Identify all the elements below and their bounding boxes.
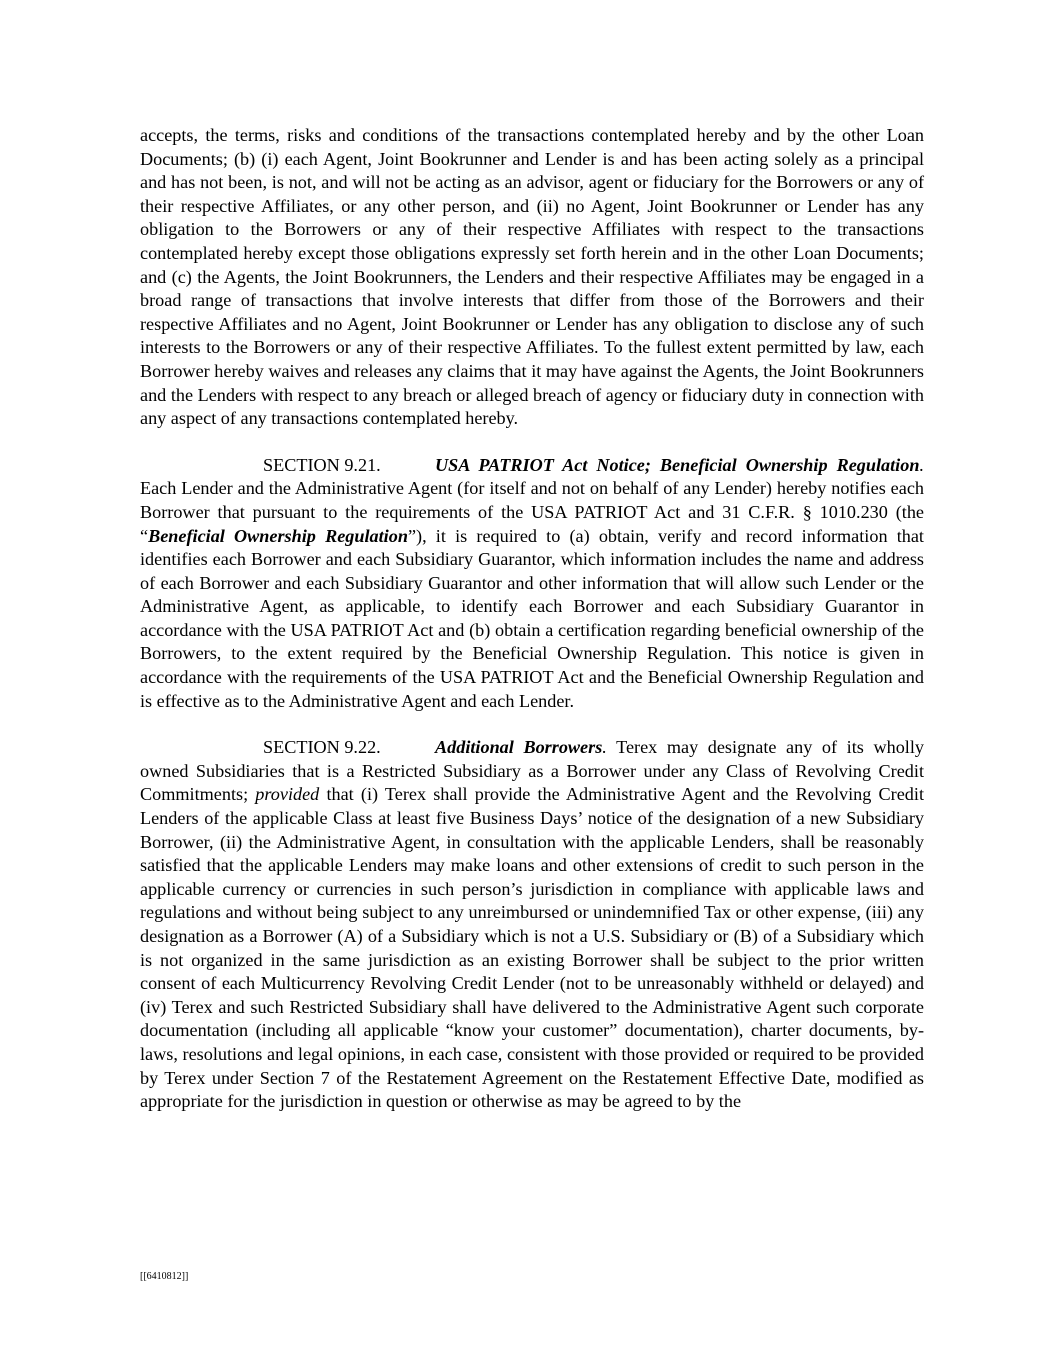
proviso-term: provided xyxy=(255,784,320,805)
section-title: Additional Borrowers xyxy=(435,737,603,758)
paragraph-continuation xyxy=(140,124,924,431)
section-text: that (i) Terex shall provide the Administrative Agent and the Revolving Credit Lenders of the applicable Class at least five Business Days’ notice of the designation of a new Subsidiary Borrower, (ii) the Administrative Agent, in consultation with the applicable Lenders, shall be reasonably satisfied that the applicable Lenders may make loans and other extensions of credit to such person in the applicable currency or currencies in such person’s jurisdiction in compliance with applicable laws and regulations and without being subject to any unreimbursed or unindemnified Tax or other expense, (iii) any designation as a Borrower (A) of a Subsidiary which is not a U.S. Subsidiary or (B) of a Subsidiary which is not organized in the same jurisdiction as an existing Borrower shall be subject to the prior written consent of each Multicurrency Revolving Credit Lender (not to be unreasonably withheld or delayed) and (iv) Terex and such Restricted Subsidiary shall have delivered to the Administrative Agent such corporate documentation (including all applicable “know your customer” documentation), charter documents, by-laws, resolutions and legal opinions, in each case, consistent with those provided or required to be provided by Terex under Section 7 of the Restatement Agreement on the Restatement Effective Date, modified as appropriate for the jurisdiction in question or otherwise as may be agreed to by the xyxy=(140,784,924,1112)
document-id-footer: [[6410812]] xyxy=(140,1271,189,1282)
section-title: USA PATRIOT Act Notice; Beneficial Ownership Regulation xyxy=(435,454,920,475)
section-number: SECTION 9.21. xyxy=(263,454,381,475)
section-text: Terex may designate any of its wholly owned Subsidiaries that is a Restricted Subsidiary as a Borrower under any Class of Revolving Credit Commitments; xyxy=(140,737,924,805)
defined-term: Beneficial Ownership Regulation xyxy=(148,525,408,546)
section-9-22 xyxy=(140,736,924,1114)
section-text: ”), it is required to (a) obtain, verify and record information that identifies each Borrower and each Subsidiary Guarantor, which information includes the name and address of each Borrower and each Subsidiary Guarantor and other information that will allow such Lender or the Administrative Agent, as applicable, to identify each Borrower and each Subsidiary Guarantor in accordance with the USA PATRIOT Act and (b) obtain a certification regarding beneficial ownership of the Borrowers, to the extent required by the Beneficial Ownership Regulation. This notice is given in accordance with the requirements of the USA PATRIOT Act and the Beneficial Ownership Regulation and is effective as to the Administrative Agent and each Lender. xyxy=(140,525,924,711)
section-9-21 xyxy=(140,454,924,714)
section-title-period: . xyxy=(602,737,607,758)
paragraph-text: accepts, the terms, risks and conditions of the transactions contemplated hereby and by the other Loan Documents; (b) (i) each Agent, Joint Bookrunner and Lender is and has been acting solely as a principal and has not been, is not, and will not be acting as an advisor, agent or fiduciary for the Borrowers or any of their respective Affiliates, or any other person, and (ii) no Agent, Joint Bookrunner or Lender has any obligation to the Borrowers or any of their respective Affiliates with respect to the transactions contemplated hereby except those obligations expressly set forth herein and in the other Loan Documents; and (c) the Agents, the Joint Bookrunners, the Lenders and their respective Affiliates may be engaged in a broad range of transactions that involve interests that differ from those of the Borrowers and their respective Affiliates and no Agent, Joint Bookrunner or Lender has any obligation to disclose any of such interests to the Borrowers or any of their respective Affiliates. To the fullest extent permitted by law, each Borrower hereby waives and releases any claims that it may have against the Agents, the Joint Bookrunners and the Lenders with respect to any breach or alleged breach of agency or fiduciary duty in connection with any aspect of any transactions contemplated hereby. xyxy=(140,125,924,429)
document-page xyxy=(140,124,924,1114)
section-text: Each Lender and the Administrative Agent (for itself and not on behalf of any Lender) hereby notifies each Borrower that pursuant to the requirements of the USA PATRIOT Act and 31 C.F.R. § 1010.230 (the “ xyxy=(140,478,924,546)
section-title-period: . xyxy=(919,454,924,475)
section-number: SECTION 9.22. xyxy=(263,737,381,758)
